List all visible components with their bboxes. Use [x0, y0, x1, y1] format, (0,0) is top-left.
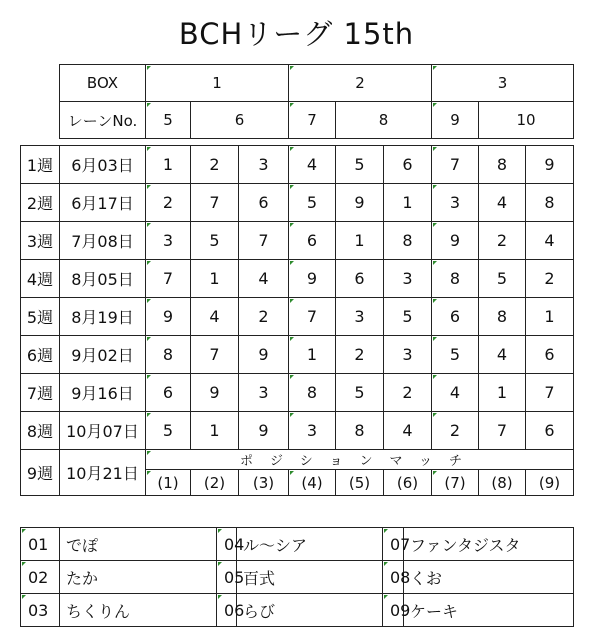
assignment-cell: 6 [336, 260, 384, 298]
week-label: 4週 [21, 260, 60, 298]
member-row [21, 528, 574, 561]
assignment-cell: 6 [384, 146, 432, 184]
assignment-cell: 9 [239, 412, 289, 450]
member-row [21, 561, 574, 594]
position-cell: (9) [526, 470, 574, 496]
assignment-cell: 2 [384, 374, 432, 412]
schedule-row [21, 222, 574, 260]
assignment-cell: 6 [526, 412, 574, 450]
lane-10: 10 [479, 102, 574, 139]
week-date: 10月21日 [60, 450, 146, 496]
week-label: 8週 [21, 412, 60, 450]
week-label: 5週 [21, 298, 60, 336]
assignment-cell: 6 [432, 298, 479, 336]
week-date: 8月19日 [60, 298, 146, 336]
assignment-cell: 5 [191, 222, 239, 260]
assignment-cell: 9 [146, 298, 191, 336]
assignment-cell: 8 [336, 412, 384, 450]
assignment-cell: 8 [146, 336, 191, 374]
schedule-table [20, 145, 574, 496]
assignment-cell: 1 [191, 412, 239, 450]
assignment-cell: 1 [479, 374, 526, 412]
assignment-cell: 2 [526, 260, 574, 298]
week-label: 7週 [21, 374, 60, 412]
assignment-cell: 3 [384, 260, 432, 298]
assignment-cell: 7 [289, 298, 336, 336]
member-number: 08 [383, 561, 404, 594]
assignment-cell: 2 [191, 146, 239, 184]
assignment-cell: 4 [479, 184, 526, 222]
member-name: ちくりん [60, 594, 217, 627]
lane-5: 5 [146, 102, 191, 139]
assignment-cell: 1 [146, 146, 191, 184]
assignment-cell: 6 [146, 374, 191, 412]
page-title: BCHリーグ 15th [178, 17, 415, 51]
member-name: らび [237, 594, 383, 627]
member-name: ケーキ [404, 594, 574, 627]
assignment-cell: 5 [479, 260, 526, 298]
assignment-cell: 2 [146, 184, 191, 222]
members-table [20, 527, 574, 627]
position-match-label: ポジションマッチ [146, 450, 574, 470]
member-number: 07 [383, 528, 404, 561]
assignment-cell: 6 [526, 336, 574, 374]
assignment-cell: 9 [336, 184, 384, 222]
week-label: 3週 [21, 222, 60, 260]
week-date: 9月02日 [60, 336, 146, 374]
week-date: 6月17日 [60, 184, 146, 222]
box-1: 1 [146, 65, 289, 102]
member-name: たか [60, 561, 217, 594]
assignment-cell: 7 [146, 260, 191, 298]
member-name: ル～シア [237, 528, 383, 561]
assignment-cell: 5 [146, 412, 191, 450]
assignment-cell: 7 [191, 184, 239, 222]
box-2: 2 [289, 65, 432, 102]
week-label: 6週 [21, 336, 60, 374]
member-name: くお [404, 561, 574, 594]
assignment-cell: 3 [146, 222, 191, 260]
assignment-cell: 3 [239, 146, 289, 184]
position-cell: (4) [289, 470, 336, 496]
lane-6: 6 [191, 102, 289, 139]
assignment-cell: 9 [289, 260, 336, 298]
position-cell: (2) [191, 470, 239, 496]
assignment-cell: 9 [526, 146, 574, 184]
schedule-row [21, 146, 574, 184]
assignment-cell: 8 [289, 374, 336, 412]
assignment-cell: 8 [526, 184, 574, 222]
assignment-cell: 7 [526, 374, 574, 412]
member-number: 01 [21, 528, 60, 561]
week-label: 1週 [21, 146, 60, 184]
position-cell: (1) [146, 470, 191, 496]
schedule-row [21, 260, 574, 298]
assignment-cell: 3 [289, 412, 336, 450]
week-label: 2週 [21, 184, 60, 222]
member-number: 04 [217, 528, 237, 561]
assignment-cell: 2 [479, 222, 526, 260]
schedule-row [21, 336, 574, 374]
assignment-cell: 7 [239, 222, 289, 260]
position-cell: (8) [479, 470, 526, 496]
assignment-cell: 1 [384, 184, 432, 222]
assignment-cell: 4 [289, 146, 336, 184]
assignment-cell: 4 [239, 260, 289, 298]
position-cell: (5) [336, 470, 384, 496]
assignment-cell: 2 [336, 336, 384, 374]
week-date: 8月05日 [60, 260, 146, 298]
schedule-row [21, 374, 574, 412]
member-name: ファンタジスタ [404, 528, 574, 561]
position-cell: (3) [239, 470, 289, 496]
week-date: 9月16日 [60, 374, 146, 412]
schedule-row-final [21, 450, 574, 470]
lane-7: 7 [289, 102, 336, 139]
assignment-cell: 1 [526, 298, 574, 336]
member-name: でぽ [60, 528, 217, 561]
box-label: BOX [60, 65, 146, 102]
assignment-cell: 8 [432, 260, 479, 298]
week-date: 7月08日 [60, 222, 146, 260]
schedule-row [21, 412, 574, 450]
member-name: 百式 [237, 561, 383, 594]
assignment-cell: 4 [479, 336, 526, 374]
assignment-cell: 7 [479, 412, 526, 450]
assignment-cell: 7 [432, 146, 479, 184]
member-number: 06 [217, 594, 237, 627]
position-cell: (6) [384, 470, 432, 496]
member-row [21, 594, 574, 627]
box-3: 3 [432, 65, 574, 102]
assignment-cell: 8 [384, 222, 432, 260]
assignment-cell: 9 [191, 374, 239, 412]
assignment-cell: 3 [239, 374, 289, 412]
lane-8: 8 [336, 102, 432, 139]
assignment-cell: 3 [384, 336, 432, 374]
assignment-cell: 5 [336, 374, 384, 412]
assignment-cell: 4 [191, 298, 239, 336]
assignment-cell: 5 [384, 298, 432, 336]
assignment-cell: 1 [191, 260, 239, 298]
schedule-row [21, 184, 574, 222]
assignment-cell: 5 [432, 336, 479, 374]
assignment-cell: 4 [526, 222, 574, 260]
assignment-cell: 8 [479, 298, 526, 336]
assignment-cell: 6 [239, 184, 289, 222]
member-number: 03 [21, 594, 60, 627]
assignment-cell: 9 [239, 336, 289, 374]
assignment-cell: 3 [432, 184, 479, 222]
assignment-cell: 4 [432, 374, 479, 412]
week-date: 10月07日 [60, 412, 146, 450]
lane-label: レーンNo. [60, 102, 146, 139]
assignment-cell: 7 [191, 336, 239, 374]
assignment-cell: 9 [432, 222, 479, 260]
schedule-row [21, 298, 574, 336]
position-cell: (7) [432, 470, 479, 496]
assignment-cell: 3 [336, 298, 384, 336]
assignment-cell: 8 [479, 146, 526, 184]
assignment-cell: 4 [384, 412, 432, 450]
assignment-cell: 5 [289, 184, 336, 222]
assignment-cell: 1 [289, 336, 336, 374]
assignment-cell: 2 [239, 298, 289, 336]
assignment-cell: 2 [432, 412, 479, 450]
lane-9: 9 [432, 102, 479, 139]
week-date: 6月03日 [60, 146, 146, 184]
member-number: 05 [217, 561, 237, 594]
assignment-cell: 6 [289, 222, 336, 260]
assignment-cell: 1 [336, 222, 384, 260]
member-number: 02 [21, 561, 60, 594]
week-label: 9週 [21, 450, 60, 496]
lane-header-table [59, 64, 574, 139]
assignment-cell: 5 [336, 146, 384, 184]
member-number: 09 [383, 594, 404, 627]
